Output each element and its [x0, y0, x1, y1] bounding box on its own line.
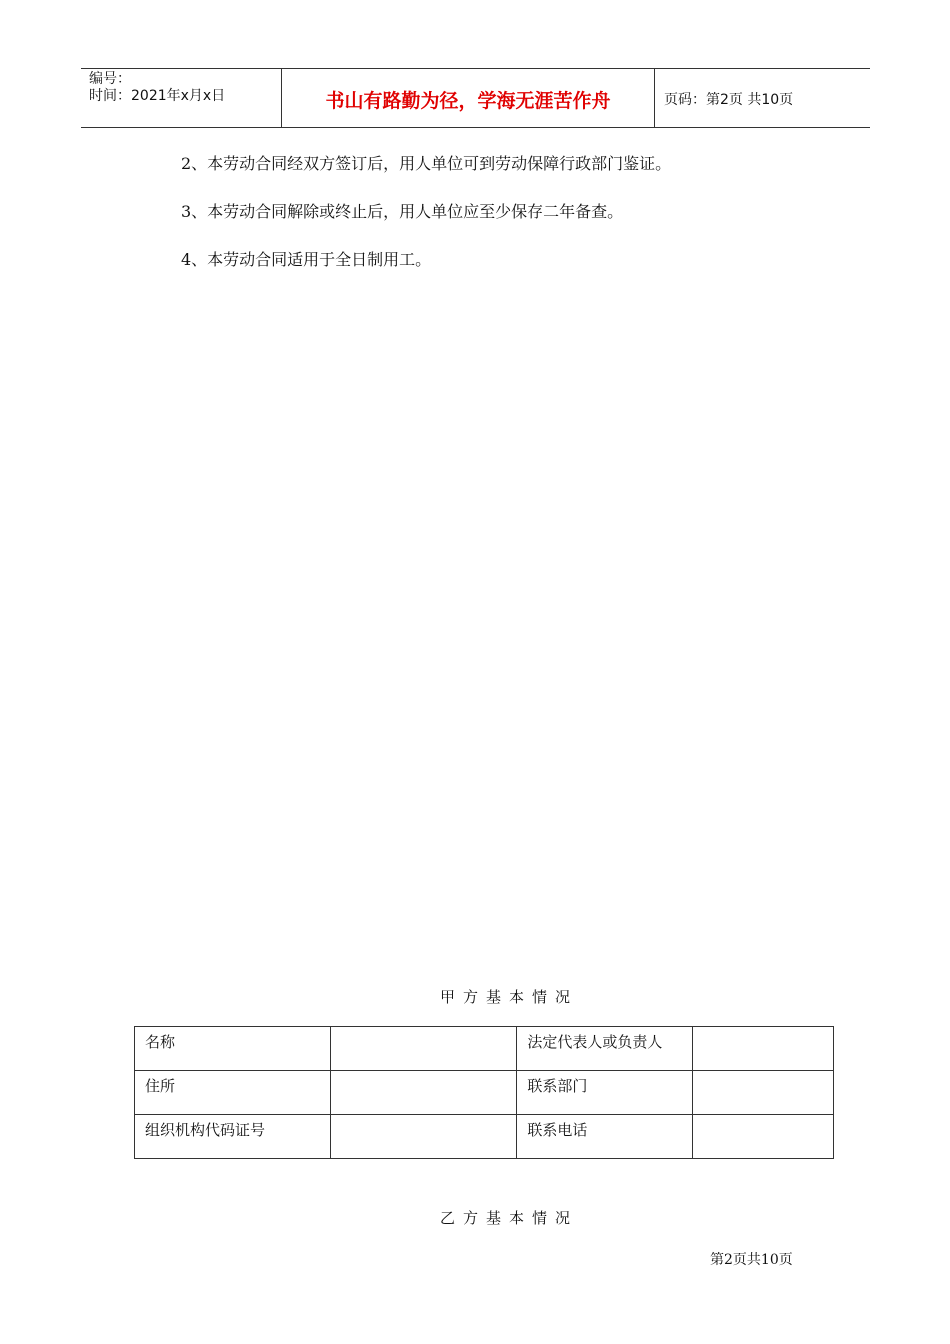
legal-rep-value[interactable] — [693, 1027, 834, 1071]
org-code-label: 组织机构代码证号 — [135, 1115, 331, 1159]
table-row — [135, 1071, 834, 1115]
address-label: 住所 — [135, 1071, 331, 1115]
contact-phone-value[interactable] — [693, 1115, 834, 1159]
contact-dept-value[interactable] — [693, 1071, 834, 1115]
address-value[interactable] — [330, 1071, 517, 1115]
contact-phone-label: 联系电话 — [517, 1115, 693, 1159]
name-label: 名称 — [135, 1027, 331, 1071]
header-page-info: 页码：第2页 共10页 — [664, 92, 794, 108]
name-value[interactable] — [330, 1027, 517, 1071]
note-item: 4、本劳动合同适用于全日制用工。 — [181, 250, 432, 269]
time-label: 时间：2021年x月x日 — [89, 88, 226, 104]
serial-label: 编号： — [89, 71, 131, 87]
header-meta — [81, 69, 282, 127]
header-motto: 书山有路勤为径，学海无涯苦作舟 — [282, 69, 655, 127]
page-footer: 第2页共10页 — [710, 1252, 793, 1268]
contract-notes — [181, 152, 671, 296]
table-row — [135, 1115, 834, 1159]
party-b-title: 乙方基本情况 — [440, 1209, 579, 1227]
note-item: 3、本劳动合同解除或终止后，用人单位应至少保存二年备查。 — [181, 202, 624, 221]
note-item: 2、本劳动合同经双方签订后，用人单位可到劳动保障行政部门鉴证。 — [181, 154, 672, 173]
party-a-table — [134, 1026, 834, 1159]
org-code-value[interactable] — [330, 1115, 517, 1159]
table-row — [135, 1027, 834, 1071]
legal-rep-label: 法定代表人或负责人 — [517, 1027, 693, 1071]
contact-dept-label: 联系部门 — [517, 1071, 693, 1115]
page-header — [81, 68, 870, 128]
party-a-title: 甲方基本情况 — [440, 988, 579, 1006]
